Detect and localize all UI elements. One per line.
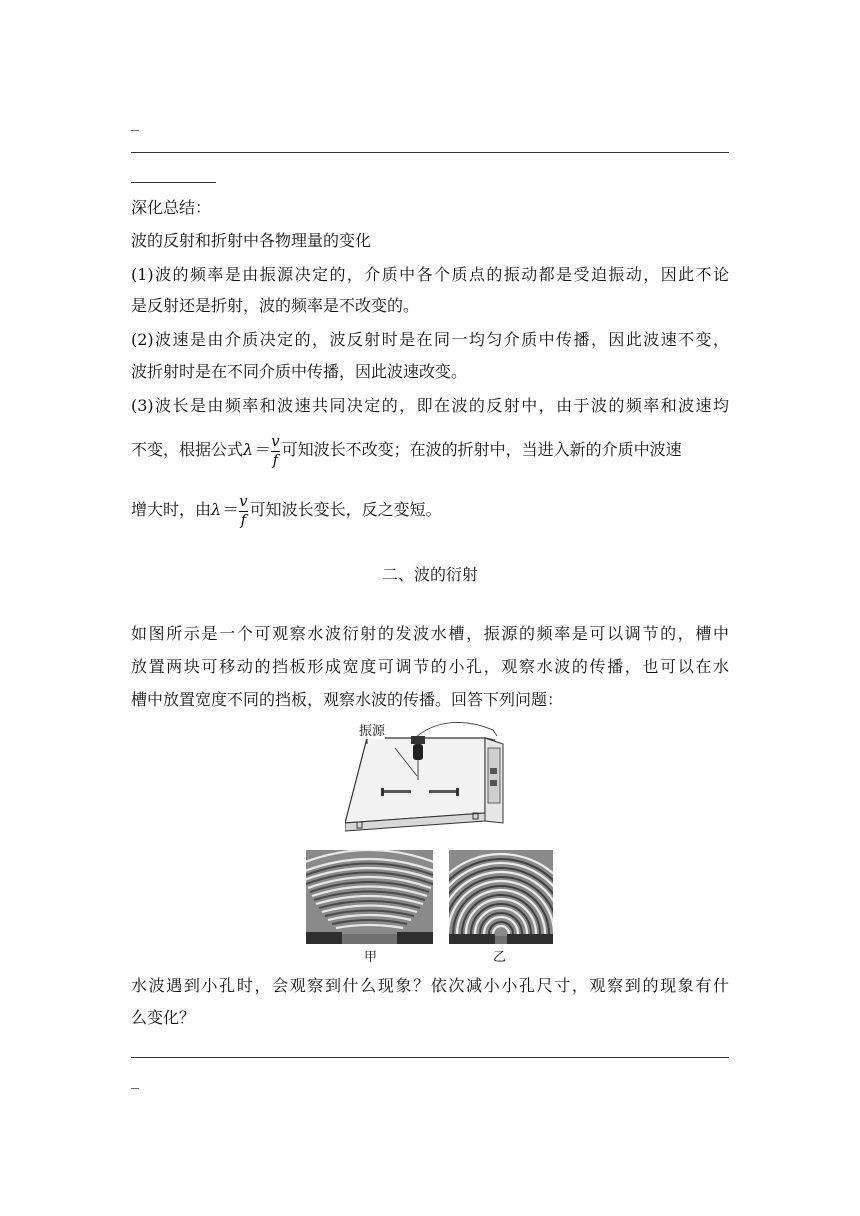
paragraph-1-line-1: (1)波的频率是由振源决定的，介质中各个质点的振动都是受迫振动，因此不论 xyxy=(131,265,729,284)
paragraph-1-line-2: 是反射还是折射，波的频率是不改变的。 xyxy=(131,296,420,315)
diffraction-photo-yi xyxy=(449,850,553,944)
paragraph-2-line-1: (2)波速是由介质决定的，波反射时是在同一均匀介质中传播，因此波速不变， xyxy=(131,330,729,349)
figure-caption-jia: 甲 xyxy=(364,950,378,965)
paragraph-3-line-3 xyxy=(131,492,729,528)
summary-subtitle: 波的反射和折射中各物理量的变化 xyxy=(131,231,372,250)
text-segment: 可知波长变长，反之变短。 xyxy=(249,500,442,519)
figure-caption-yi: 乙 xyxy=(493,950,507,965)
paragraph-3-line-2 xyxy=(131,432,729,468)
formula-denominator: f xyxy=(240,511,247,529)
question-line-1: 水波遇到小孔时，会观察到什么现象？依次减小小孔尺寸，观察到的现象有什 xyxy=(131,976,729,995)
intro-line-1: 如图所示是一个可观察水波衍射的发波水槽，振源的频率是可以调节的，槽中 xyxy=(131,624,729,643)
formula-numerator: v xyxy=(239,492,248,510)
paragraph-2-line-2: 波折射时是在不同介质中传播，因此波速改变。 xyxy=(131,362,468,381)
answer-blank-line-short xyxy=(131,182,216,183)
text-segment: 可知波长不改变；在波的折射中，当进入新的介质中波速 xyxy=(281,440,682,459)
formula-fraction xyxy=(239,493,247,528)
text-segment: 增大时，由 xyxy=(131,500,212,519)
formula-lambda: λ＝ xyxy=(211,500,238,519)
diffraction-pattern-narrow-slit xyxy=(449,850,553,944)
summary-title: 深化总结： xyxy=(131,198,212,217)
formula-lambda: λ＝ xyxy=(243,440,270,459)
answer-blank-line xyxy=(131,152,729,153)
paragraph-3-line-1: (3)波长是由频率和波速共同决定的，即在波的反射中，由于波的频率和波速均 xyxy=(131,396,729,415)
answer-dash: _ xyxy=(131,1070,139,1089)
answer-blank-dash: _ xyxy=(131,112,139,131)
text-segment: 不变，根据公式 xyxy=(131,440,244,459)
vibration-source-label: 振源 xyxy=(359,720,385,739)
diffraction-photo-jia xyxy=(306,850,433,944)
intro-line-3: 槽中放置宽度不同的挡板，观察水波的传播。回答下列问题： xyxy=(131,690,564,709)
intro-line-2: 放置两块可移动的挡板形成宽度可调节的小孔，观察水波的传播，也可以在水 xyxy=(131,657,729,676)
diffraction-pattern-wide-slit xyxy=(306,850,433,944)
section-heading: 二、波的衍射 xyxy=(381,565,478,584)
ripple-tank-figure xyxy=(345,718,515,838)
question-line-2: 么变化？ xyxy=(131,1008,196,1027)
formula-numerator: v xyxy=(271,432,280,450)
formula-fraction xyxy=(271,433,279,468)
formula-denominator: f xyxy=(272,451,279,469)
answer-line xyxy=(131,1057,729,1058)
